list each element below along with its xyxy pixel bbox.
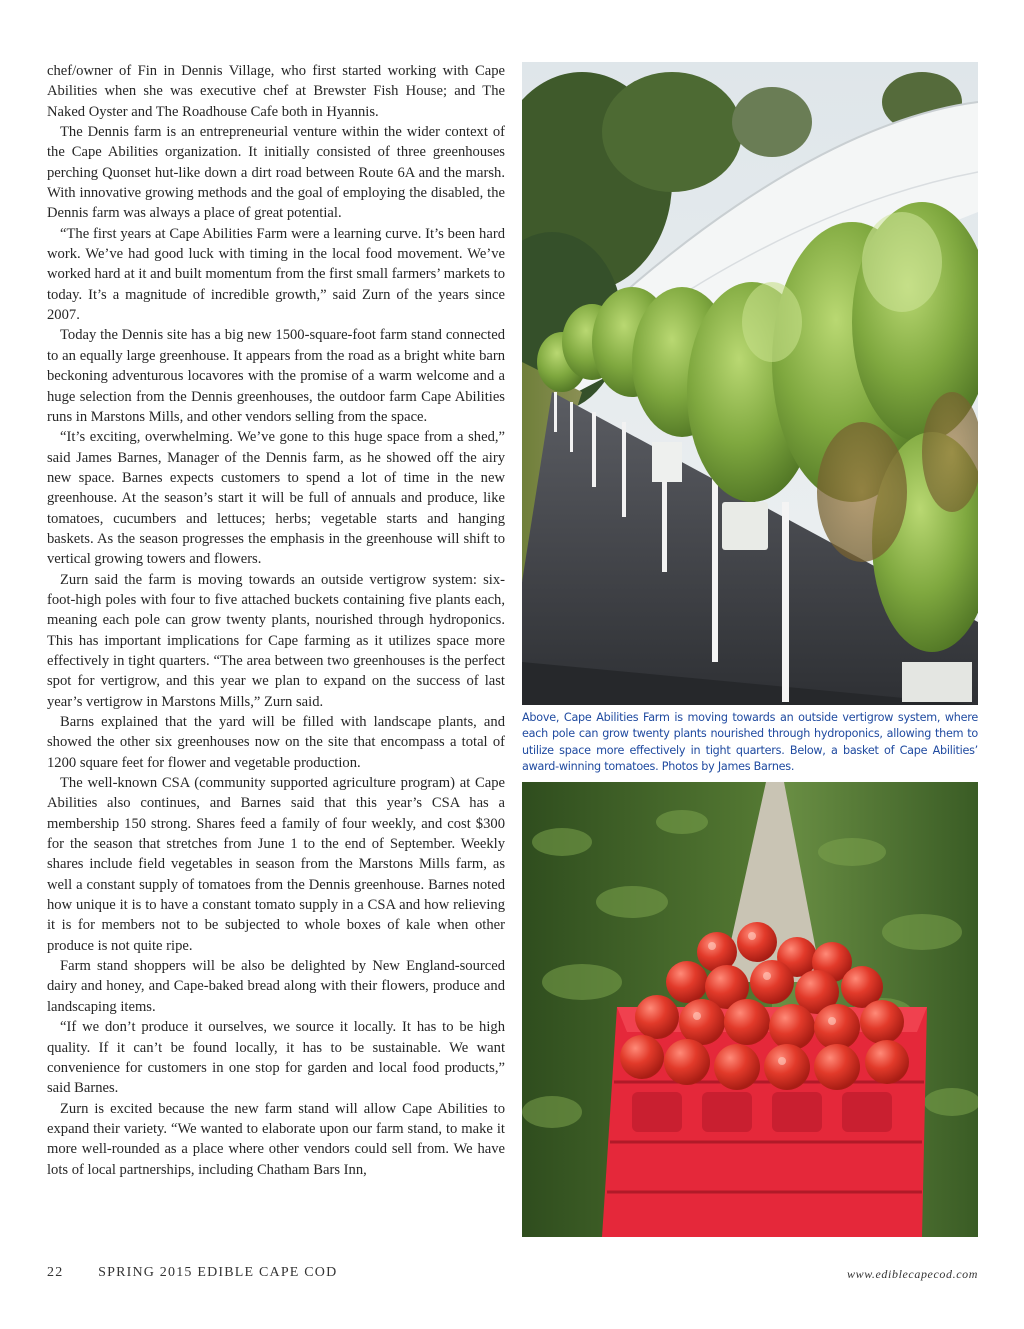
article-paragraph: The Dennis farm is an entrepreneurial venture within the wider context of the Cape Abilities organization. It initially consisted of three greenhouses perching Quonset hut-like down a dirt road between Route 6A and the marsh. With innovative growing methods and the goal of employing the disabled, the Dennis farm was always a place of great potential. (47, 124, 505, 222)
tomato-crate-photo (522, 782, 978, 1237)
article-paragraph: “It’s exciting, overwhelming. We’ve gone to this huge space from a shed,” said James Barnes, Manager of the Dennis farm, as he showed off the airy new space. Barnes expects customers to spend a lot of time in the new greenhouse. At the season’s start it will be full of annuals and produce, like tomatoes, cucumbers and lettuces; herbs; vegetable starts and hanging baskets. As the season progresses the emphasis in the greenhouse will shift to vertical growing towers and flowers. (47, 429, 505, 568)
article-paragraph: “If we don’t produce it ourselves, we source it locally. It has to be high quality. If it can’t be found locally, it has to be sustainable. We want convenience for customers in one stop for garden and local food products,” said Barnes. (47, 1019, 505, 1097)
vertigrow-photo (522, 62, 978, 705)
article-paragraph: “The first years at Cape Abilities Farm were a learning curve. It’s been hard work. We’ve had good luck with timing in the local food movement. We’ve worked hard at it and built momentum from the first small farmers’ markets to today. It’s a magnitude of incredible growth,” said Zurn of the years since 2007. (47, 225, 505, 324)
article-paragraph: Today the Dennis site has a big new 1500-square-foot farm stand connected to an equally large greenhouse. It appears from the road as a bright white barn beckoning adventurous locavores with the promise of a warm welcome and a huge selection from the Dennis greenhouses, the outdoor farm Cape Abilities runs in Marstons Mills, and other vendors selling from the space. (47, 327, 505, 425)
article-body (47, 61, 505, 1180)
website-url[interactable]: www.ediblecapecod.com (846, 1267, 978, 1281)
article-paragraph: Farm stand shoppers will be also be delighted by New England-sourced dairy and honey, and Cape-baked bread along with their flowers, produce and landscaping items. (47, 958, 505, 1015)
article-paragraph: Zurn is excited because the new farm stand will allow Cape Abilities to expand their variety. “We wanted to elaborate upon our farm stand, to make it more well-rounded as a place where other vendors could sell from. We have lots of local partnerships, including Chatham Bars Inn, (47, 1100, 505, 1178)
article-paragraph: The well-known CSA (community supported agriculture program) at Cape Abilities also continues, and Barnes said that this year’s CSA has a membership 150 strong. Shares feed a family of four weekly, and cost $300 for the season that stretches from June 1 to the end of September. Weekly shares include field vegetables in season from the Marstons Mills farm, as well a constant supply of tomatoes from the Dennis greenhouse. Barnes noted how unique it is to have a constant tomato supply in a CSA and how relieving it is for members not to be subjected to whole boxes of kale when other produce is not quite ripe. (47, 775, 505, 954)
tomato-crate-illustration (522, 782, 978, 1237)
issue-label: SPRING 2015 (98, 1265, 193, 1280)
article-paragraph: Barns explained that the yard will be filled with landscape plants, and showed the other six greenhouses now on the site that encompass a total of 1200 square feet for flower and vegetable production. (47, 714, 505, 771)
page-number: 22 (47, 1265, 64, 1280)
article-paragraph: Zurn said the farm is moving towards an outside vertigrow system: six-foot-high poles with four to five attached buckets containing five plants each, meaning each pole can grow twenty plants, nourished through hydroponics. This has important implications for Cape farming as it utilizes space more effectively in tight quarters. “The area between two greenhouses is the perfect spot for vertigrow, and this year we plan to expand on the success of last year’s vertigrow in Marstons Mills,” Zurn said. (47, 571, 505, 710)
article-paragraph: chef/owner of Fin in Dennis Village, who first started working with Cape Abilities when she was executive chef at Brewster Fish House; and The Naked Oyster and The Roadhouse Cafe both in Hyannis. (47, 63, 505, 120)
vertigrow-illustration (522, 62, 978, 705)
photo-caption: Above, Cape Abilities Farm is moving towards an outside vertigrow system, where each pole can grow twenty plants nourished through hydroponics, allowing them to utilize space more effectively in tight quarters. Below, a basket of Cape Abilities’ award-winning tomatoes. Photos by James Barnes. (522, 711, 978, 774)
page-footer (47, 1265, 337, 1281)
publication-name: EDIBLE CAPE COD (197, 1265, 338, 1280)
